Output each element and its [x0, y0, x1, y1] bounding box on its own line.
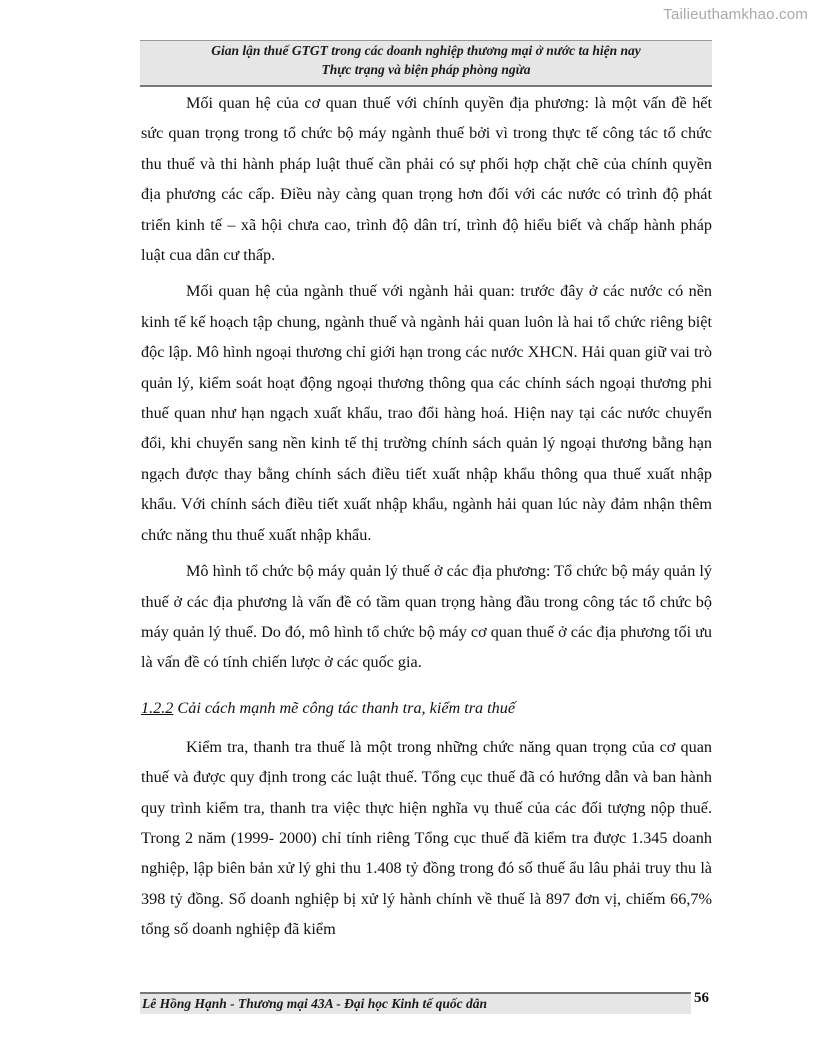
page-header [140, 40, 712, 87]
watermark: Tailieuthamkhao.com [663, 6, 808, 23]
page-footer: Lê Hồng Hạnh - Thương mại 43A - Đại học Kinh tế quốc dân [140, 992, 691, 1014]
document-body [141, 88, 712, 945]
header-title-line2: Thực trạng và biện pháp phòng ngừa [321, 62, 531, 77]
page-number: 56 [694, 990, 709, 1006]
section-number: 1.2.2 [141, 698, 174, 717]
paragraph: Mô hình tổ chức bộ máy quản lý thuế ở các địa phương: Tổ chức bộ máy quản lý thuế ở các địa phương là vấn đề có tầm quan trọng hàng đầu trong công tác tổ chức bộ máy quản lý thuế. Do đó, mô hình tổ chức bộ máy cơ quan thuế ở các địa phương tối ưu là vấn đề có tính chiến lược ở các quốc gia. [141, 562, 712, 672]
paragraph: Mối quan hệ của ngành thuế với ngành hải quan: trước đây ở các nước có nền kinh tế kế hoạch tập chung, ngành thuế và ngành hải quan luôn là hai tổ chức riêng biệt độc lập. Mô hình ngoại thương chỉ giới hạn trong các nước XHCN. Hải quan giữ vai trò quản lý, kiểm soát hoạt động ngoại thương thông qua các chính sách ngoại thương phi thuế quan như hạn ngạch xuất khẩu, trao đổi hàng hoá. Hiện nay tại các nước chuyển đổi, khi chuyển sang nền kinh tế thị trường chính sách quản lý ngoại thương bằng hạn ngạch được thay bằng chính sách điều tiết xuất nhập khẩu thông qua thuế xuất nhập khẩu. Với chính sách điều tiết xuất nhập khẩu, ngành hải quan lúc này đảm nhận thêm chức năng thu thuế xuất nhập khẩu. [141, 282, 712, 544]
header-title-line1: Gian lận thuế GTGT trong các doanh nghiệp thương mại ở nước ta hiện nay [211, 43, 641, 58]
paragraph: Kiểm tra, thanh tra thuế là một trong những chức năng quan trọng của cơ quan thuế và được quy định trong các luật thuế. Tổng cục thuế đã có hướng dẫn và ban hành quy trình kiểm tra, thanh tra việc thực hiện nghĩa vụ thuế của các đối tượng nộp thuế. Trong 2 năm (1999- 2000) chỉ tính riêng Tổng cục thuế đã kiểm tra được 1.345 doanh nghiệp, lập biên bản xử lý ghi thu 1.408 tỷ đồng trong đó số thuế ẩu lâu phải truy thu là 398 tỷ đồng. Số doanh nghiệp bị xử lý hành chính về thuế là 897 đơn vị, chiếm 66,7% tổng số doanh nghiệp đã kiểm [141, 737, 712, 939]
paragraph: Mối quan hệ của cơ quan thuế với chính quyền địa phương: là một vấn đề hết sức quan trọng trong tổ chức bộ máy ngành thuế bởi vì trong thực tế công tác tổ chức thu thuế và thi hành pháp luật thuế cần phải có sự phối hợp chặt chẽ của chính quyền địa phương các cấp. Điều này càng quan trọng hơn đối với các nước có trình độ phát triển kinh tế – xã hội chưa cao, trình độ dân trí, trình độ hiểu biết và chấp hành pháp luật cua dân cư thấp. [141, 94, 712, 265]
section-heading [141, 693, 712, 723]
section-title: Cải cách mạnh mẽ công tác thanh tra, kiểm tra thuế [177, 698, 516, 717]
